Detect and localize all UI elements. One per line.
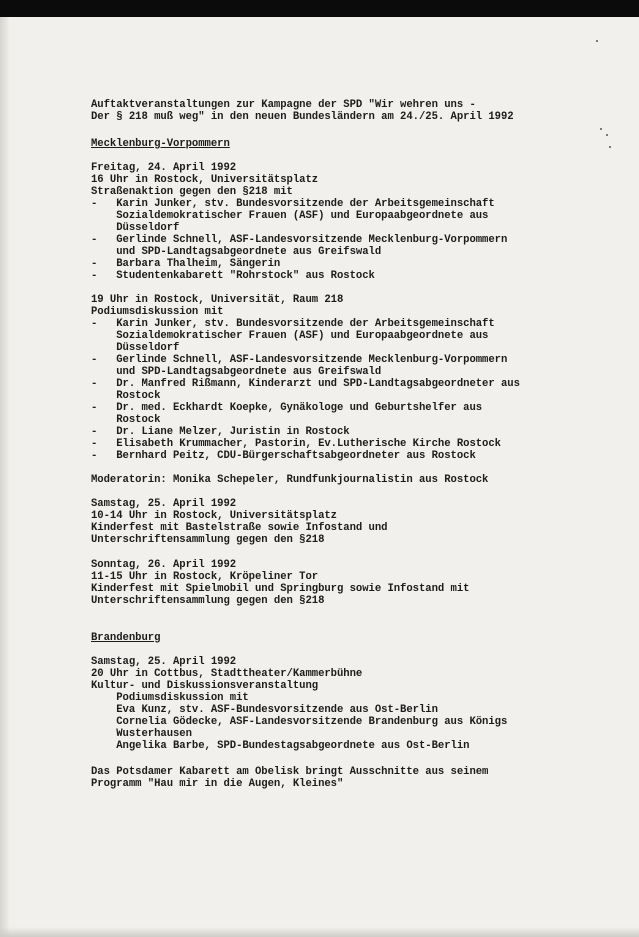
event-date: Freitag, 24. April 1992 [91, 162, 237, 174]
participant-line: Cornelia Gödecke, ASF-Landesvorsitzende Brandenburg aus Königs [91, 716, 508, 728]
event-date: Samstag, 25. April 1992 [91, 498, 237, 510]
section-title-brandenburg: Brandenburg [91, 632, 161, 644]
participant-line: Eva Kunz, stv. ASF-Bundesvorsitzende aus Ost-Berlin [91, 704, 438, 716]
section-title-mecklenburg-vorpommern: Mecklenburg-Vorpommern [91, 138, 230, 150]
participant-line: - Elisabeth Krummacher, Pastorin, Ev.Lutherische Kirche Rostock [91, 438, 501, 450]
participant-line: - Karin Junker, stv. Bundesvorsitzende der Arbeitsgemeinschaft [91, 318, 495, 330]
event-date: Samstag, 25. April 1992 [91, 656, 237, 668]
participant-line: Angelika Barbe, SPD-Bundestagsabgeordnete aus Ost-Berlin [91, 740, 470, 752]
participant-line: - Barbara Thalheim, Sängerin [91, 258, 281, 270]
event-description: Unterschriftensammlung gegen den §218 [91, 534, 325, 546]
participant-line: Düsseldorf [91, 342, 180, 354]
event-date: Sonntag, 26. April 1992 [91, 559, 237, 571]
program-note-line: Programm "Hau mir in die Augen, Kleines" [91, 778, 344, 790]
event-time-place: 20 Uhr in Cottbus, Stadttheater/Kammerbühne [91, 668, 363, 680]
event-description: Kultur- und Diskussionsveranstaltung [91, 680, 319, 692]
event-time-place: 10-14 Uhr in Rostock, Universitätsplatz [91, 510, 337, 522]
participant-line: Wusterhausen [91, 728, 192, 740]
participant-line: Sozialdemokratischer Frauen (ASF) und Europaabgeordnete aus [91, 210, 489, 222]
event-description: Unterschriftensammlung gegen den §218 [91, 595, 325, 607]
document-heading-line-2: Der § 218 muß weg" in den neuen Bundesländern am 24./25. April 1992 [91, 111, 514, 123]
event-time-place: 11-15 Uhr in Rostock, Kröpeliner Tor [91, 571, 319, 583]
event-description: Kinderfest mit Bastelstraße sowie Infostand und [91, 522, 388, 534]
participant-line: und SPD-Landtagsabgeordnete aus Greifswald [91, 246, 382, 258]
participant-line: Rostock [91, 390, 161, 402]
participant-line: - Studentenkabarett "Rohrstock" aus Rostock [91, 270, 375, 282]
participant-line: Düsseldorf [91, 222, 180, 234]
participant-line: und SPD-Landtagsabgeordnete aus Greifswald [91, 366, 382, 378]
participant-line: - Gerlinde Schnell, ASF-Landesvorsitzende Mecklenburg-Vorpommern [91, 354, 508, 366]
participant-line: - Karin Junker, stv. Bundesvorsitzende der Arbeitsgemeinschaft [91, 198, 495, 210]
participant-line: Sozialdemokratischer Frauen (ASF) und Europaabgeordnete aus [91, 330, 489, 342]
participant-line: Rostock [91, 414, 161, 426]
participant-line: - Gerlinde Schnell, ASF-Landesvorsitzende Mecklenburg-Vorpommern [91, 234, 508, 246]
event-time-place: 19 Uhr in Rostock, Universität, Raum 218 [91, 294, 344, 306]
document-heading-line-1: Auftaktveranstaltungen zur Kampagne der SPD "Wir wehren uns - [91, 99, 476, 111]
participant-line: - Bernhard Peitz, CDU-Bürgerschaftsabgeordneter aus Rostock [91, 450, 476, 462]
program-note-line: Das Potsdamer Kabarett am Obelisk bringt Ausschnitte aus seinem [91, 766, 489, 778]
participant-line: - Dr. med. Eckhardt Koepke, Gynäkologe und Geburtshelfer aus [91, 402, 483, 414]
event-description: Podiumsdiskussion mit [91, 692, 249, 704]
participant-line: - Dr. Manfred Rißmann, Kinderarzt und SPD-Landtagsabgeordneter aus [91, 378, 520, 390]
participant-line: - Dr. Liane Melzer, Juristin in Rostock [91, 426, 350, 438]
event-description: Straßenaktion gegen den §218 mit [91, 186, 293, 198]
moderator-line: Moderatorin: Monika Schepeler, Rundfunkjournalistin aus Rostock [91, 474, 489, 486]
event-description: Podiumsdiskussion mit [91, 306, 224, 318]
event-description: Kinderfest mit Spielmobil und Springburg sowie Infostand mit [91, 583, 470, 595]
event-time-place: 16 Uhr in Rostock, Universitätsplatz [91, 174, 319, 186]
